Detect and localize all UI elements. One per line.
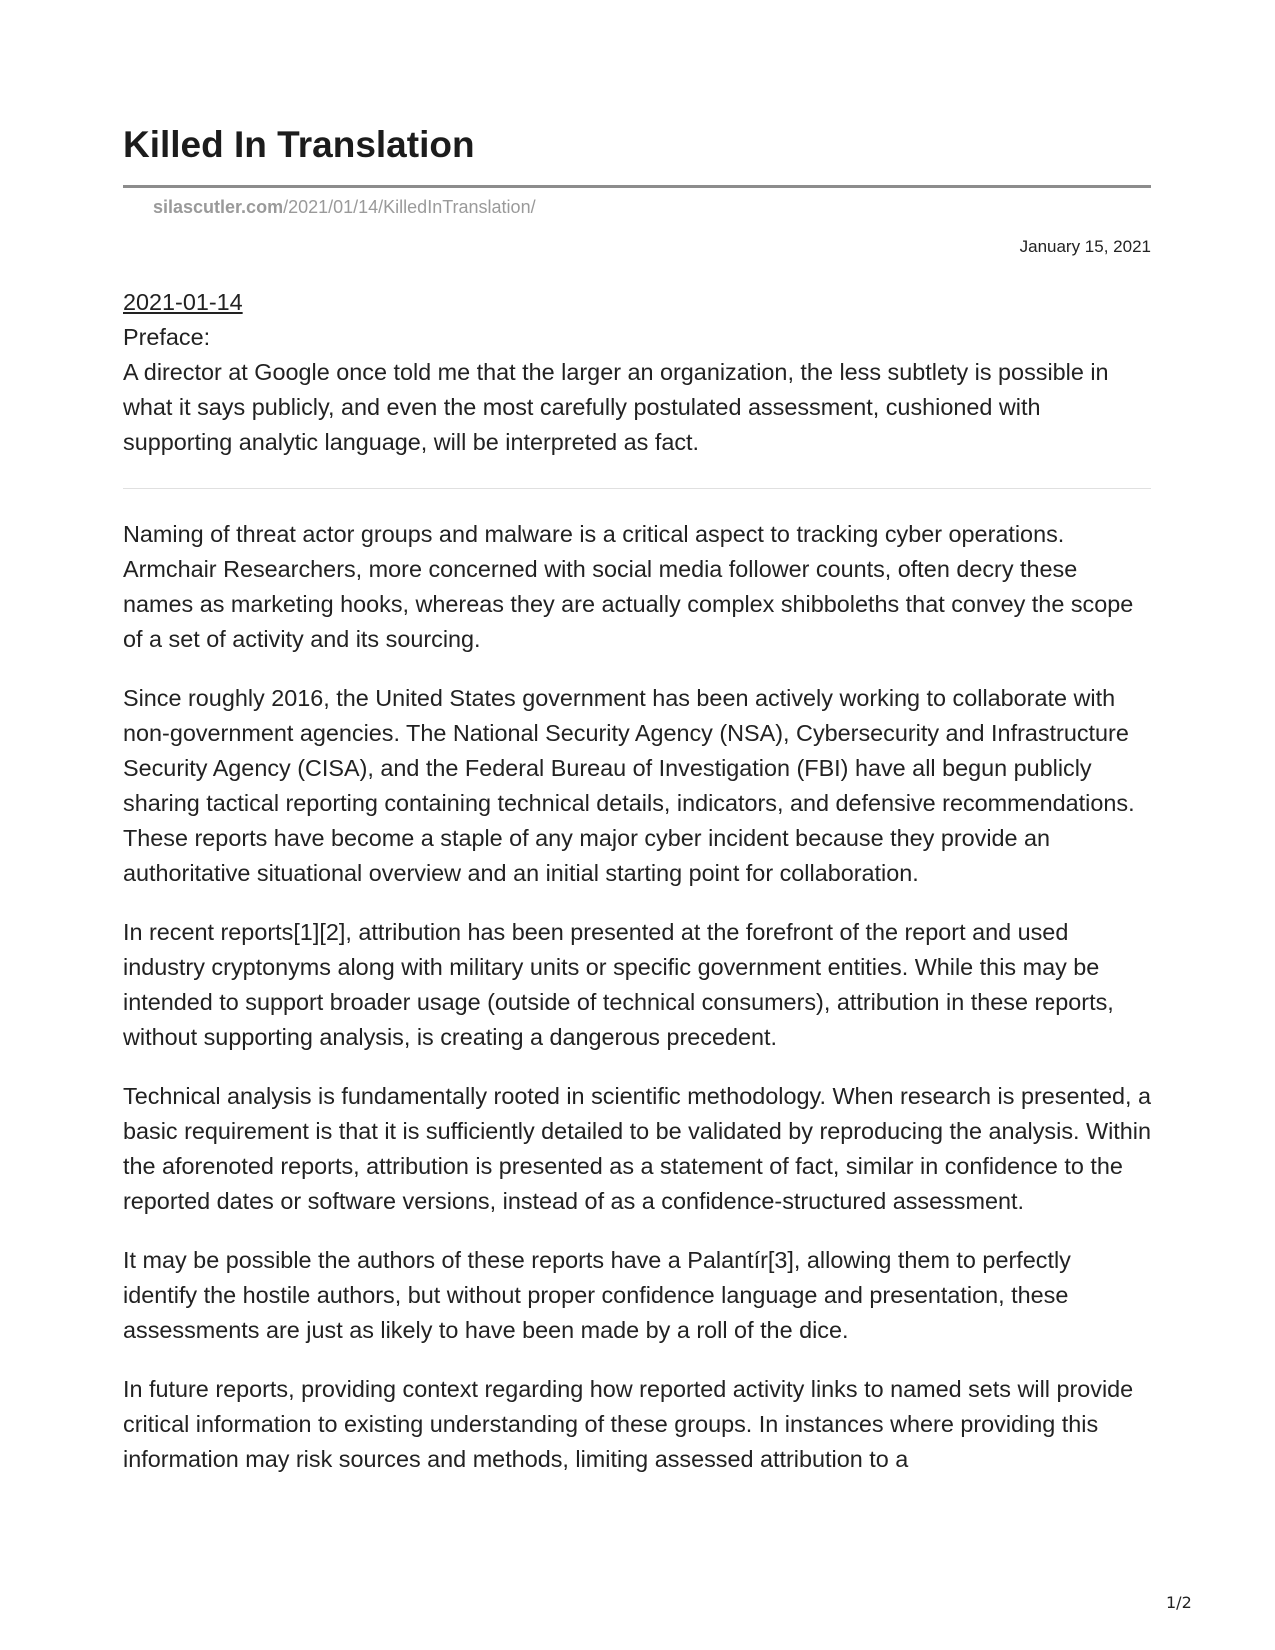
paragraph: In future reports, providing context regarding how reported activity links to named sets will provide critical information to existing understanding of these groups. In instances where providing this information may risk sources and methods, limiting assessed attribution to a [123, 1376, 1134, 1472]
page-number: 1/2 [1166, 1593, 1192, 1612]
paragraph: Technical analysis is fundamentally rooted in scientific methodology. When research is presented, a basic requirement is that it is sufficiently detailed to be validated by reproducing the analysis. Within the aforenoted reports, attribution is presented as a statement of fact, similar in confidence to the reported dates or software versions, instead of as a confidence-structured assessment. [123, 1083, 1152, 1214]
preface-label: Preface: [123, 324, 211, 350]
paragraph: Since roughly 2016, the United States government has been actively working to collaborate with non-government agencies. The National Security Agency (NSA), Cybersecurity and Infrastructure Security Agency (CISA), and the Federal Bureau of Investigation (FBI) have all begun publicly sharing tactical reporting containing technical details, indicators, and defensive recommendations. These reports have become a staple of any major cyber incident because they provide an authoritative situational overview and an initial starting point for collaboration. [123, 685, 1135, 886]
source-domain: silascutler.com [153, 197, 284, 217]
preface-text: A director at Google once told me that the larger an organization, the less subtlety is possible in what it says publicly, and even the most carefully postulated assessment, cushioned with supporting analytic language, will be interpreted as fact. [123, 359, 1109, 455]
section-divider [123, 488, 1151, 489]
paragraph: In recent reports[1][2], attribution has been presented at the forefront of the report and used industry cryptonyms along with military units or specific government entities. While this may be intended to support broader usage (outside of technical consumers), attribution in these reports, without supporting analysis, is creating a dangerous precedent. [123, 919, 1114, 1050]
article-body [123, 285, 1151, 1501]
paragraph: Naming of threat actor groups and malware is a critical aspect to tracking cyber operations. Armchair Researchers, more concerned with social media follower counts, often decry these names as marketing hooks, whereas they are actually complex shibboleths that convey the scope of a set of activity and its sourcing. [123, 521, 1134, 652]
source-path: /2021/01/14/KilledInTranslation/ [283, 197, 536, 217]
source-url[interactable] [153, 197, 536, 218]
page-title: Killed In Translation [123, 124, 475, 165]
title-divider [123, 185, 1151, 188]
post-date-link[interactable]: 2021-01-14 [123, 289, 243, 315]
print-date: January 15, 2021 [1019, 237, 1151, 256]
paragraph: It may be possible the authors of these reports have a Palantír[3], allowing them to perfectly identify the hostile authors, but without proper confidence language and presentation, these assessments are just as likely to have been made by a roll of the dice. [123, 1247, 1071, 1343]
